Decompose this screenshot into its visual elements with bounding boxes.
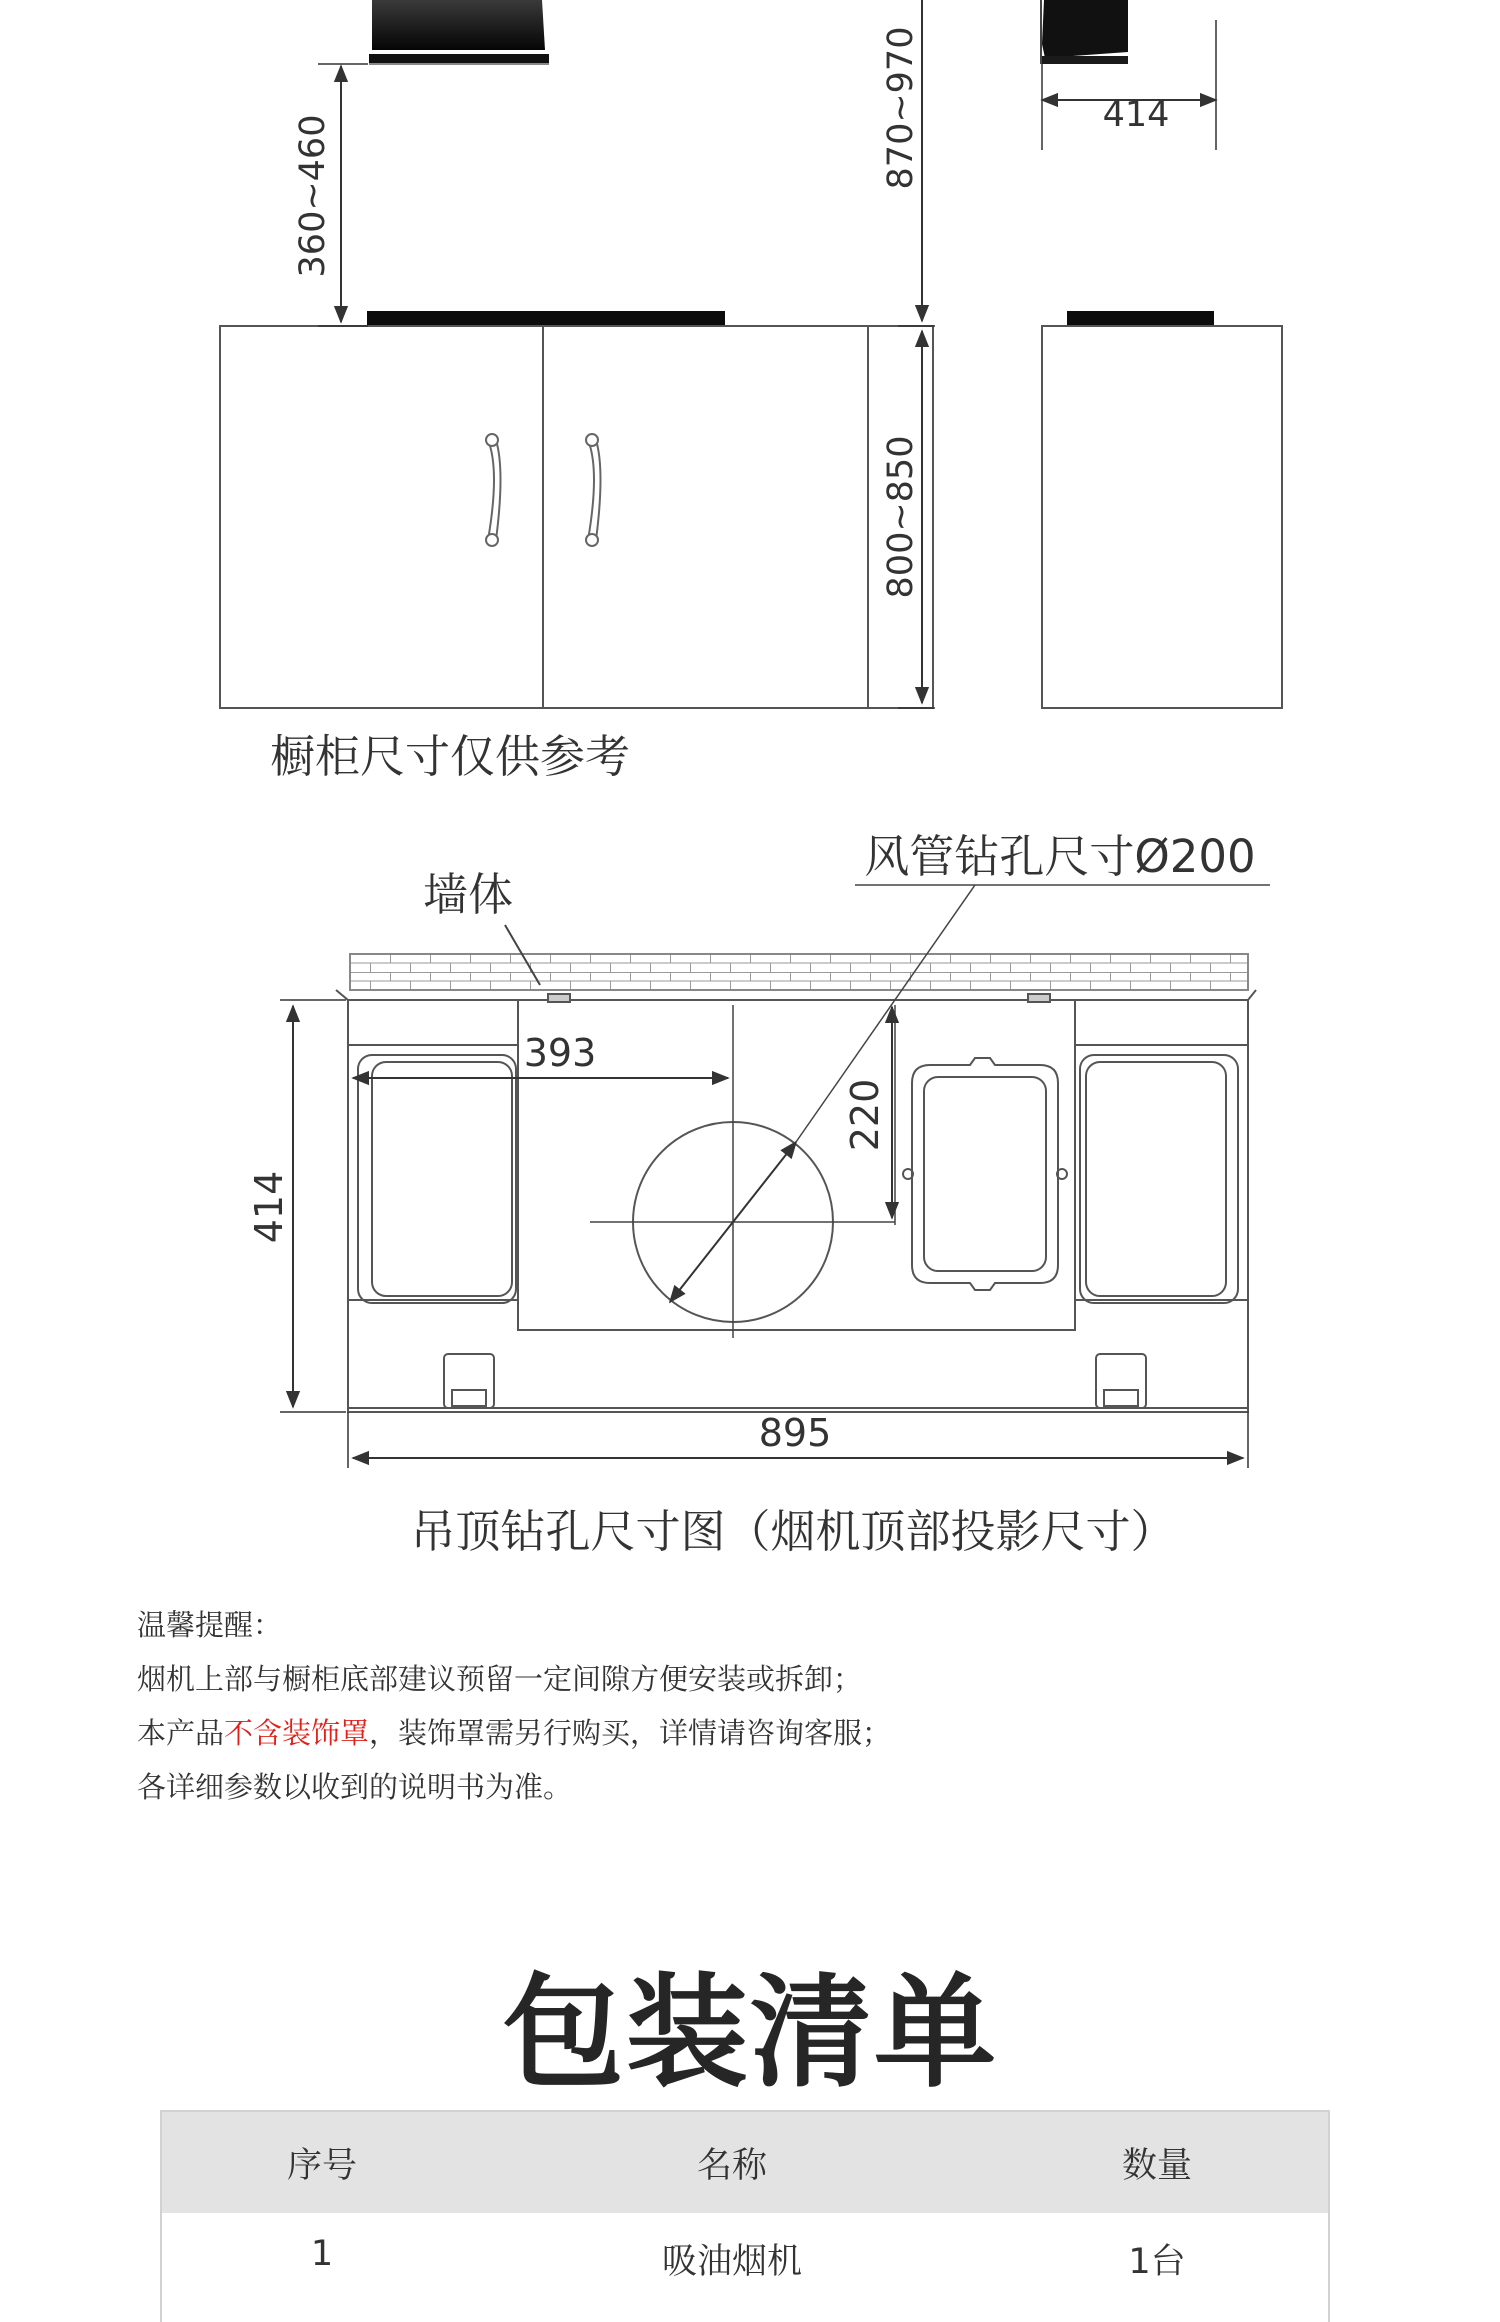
wall-bricks bbox=[350, 954, 1248, 990]
dim-220-label: 220 bbox=[843, 1078, 887, 1152]
front-elevation bbox=[220, 0, 1282, 708]
dim-hood-total-label: 870~970 bbox=[881, 26, 921, 190]
header-index: 序号 bbox=[286, 2145, 357, 2186]
right-filter bbox=[1080, 1055, 1238, 1303]
tips-heading: 温馨提醒： bbox=[137, 1608, 283, 1642]
top-view bbox=[247, 830, 1270, 1468]
packing-table-header bbox=[162, 2110, 1328, 2213]
cabinet-handle-left bbox=[486, 434, 501, 546]
left-filter bbox=[358, 1055, 516, 1303]
hinge-right bbox=[1096, 1354, 1146, 1408]
tips-line-2-highlight: 不含装饰罩 bbox=[224, 1716, 370, 1750]
hinge-left bbox=[444, 1354, 494, 1408]
hood-front bbox=[369, 0, 549, 64]
top-caption: 吊顶钻孔尺寸图（烟机顶部投影尺寸） bbox=[410, 1505, 1176, 1558]
header-qty: 数量 bbox=[1121, 2145, 1192, 2186]
front-caption: 橱柜尺寸仅供参考 bbox=[269, 730, 630, 783]
cabinet-side bbox=[1042, 326, 1282, 708]
wall-label: 墙体 bbox=[422, 868, 514, 921]
dim-cabinet-height-label: 800~850 bbox=[881, 435, 921, 599]
tips-line-2 bbox=[137, 1706, 891, 1760]
hood-side bbox=[1041, 0, 1128, 64]
cabinet-handle-right bbox=[586, 434, 601, 546]
hood-top-outline bbox=[336, 990, 1256, 1412]
duct-label: 风管钻孔尺寸Ø200 bbox=[864, 830, 1256, 883]
tips-line-2-post: ，装饰罩需另行购买，详情请咨询客服； bbox=[369, 1716, 892, 1750]
packing-list-title: 包装清单 bbox=[502, 1962, 998, 2104]
table-row bbox=[162, 2222, 1328, 2322]
dim-top-depth-label: 414 bbox=[247, 1170, 291, 1244]
tips-block bbox=[137, 1598, 891, 1814]
tips-line-3: 各详细参数以收到的说明书为准。 bbox=[137, 1770, 573, 1804]
tips-line-1: 烟机上部与橱柜底部建议预留一定间隙方便安装或拆卸； bbox=[137, 1662, 863, 1696]
dim-side-depth-label: 414 bbox=[1102, 95, 1170, 135]
row-name: 吸油烟机 bbox=[661, 2242, 802, 2282]
header-name: 名称 bbox=[696, 2145, 767, 2186]
dim-393-label: 393 bbox=[523, 1031, 597, 1075]
cooktop bbox=[367, 311, 725, 325]
cabinet bbox=[220, 326, 933, 708]
row-qty: 1台 bbox=[1128, 2242, 1186, 2282]
tips-line-2-pre: 本产品 bbox=[137, 1716, 225, 1750]
dim-hood-gap-label: 360~460 bbox=[293, 114, 333, 278]
row-index: 1 bbox=[310, 2234, 334, 2274]
cooktop-side bbox=[1067, 311, 1214, 325]
dim-top-width-label: 895 bbox=[758, 1411, 832, 1455]
packing-table bbox=[160, 2110, 1330, 2322]
